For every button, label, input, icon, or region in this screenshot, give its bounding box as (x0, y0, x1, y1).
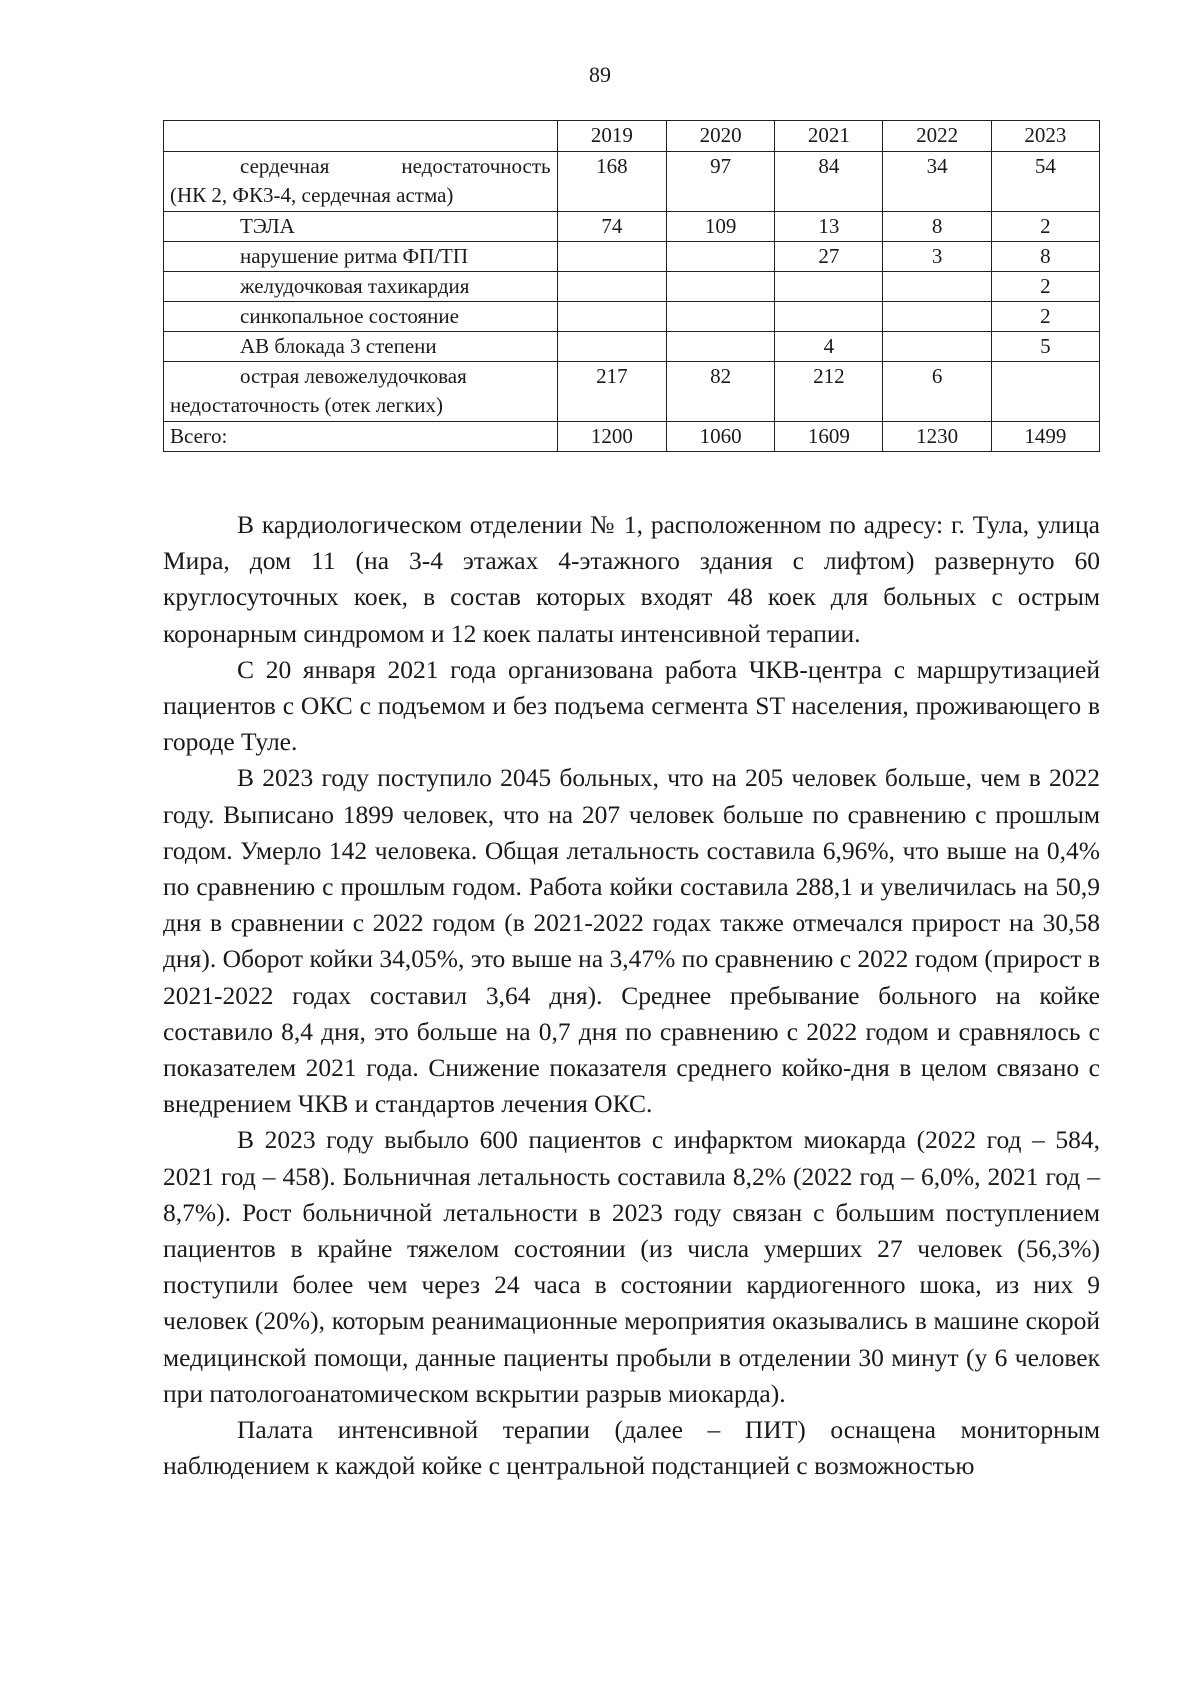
table-cell: 97 (666, 152, 774, 212)
paragraph: Палата интенсивной терапии (далее – ПИТ) оснащена мониторным наблюдением к каждой койке с центральной подстанцией с возможностью (163, 1415, 1100, 1481)
row-label (164, 272, 558, 302)
row-label-line: недостаточность (отек легких) (170, 393, 444, 417)
table-cell (666, 242, 774, 272)
row-label (164, 242, 558, 272)
body-text (163, 507, 1100, 1484)
table-cell: 54 (991, 152, 1099, 212)
table-cell: 8 (991, 242, 1099, 272)
table-header-cell (164, 121, 558, 152)
table-cell: 5 (991, 332, 1099, 362)
table-row (164, 272, 1100, 302)
table-cell: 4 (775, 332, 883, 362)
statistics-table (163, 120, 1100, 452)
table-cell: 2 (991, 302, 1099, 332)
table-cell: 34 (883, 152, 991, 212)
row-label-line: (НК 2, ФК3-4, сердечная астма) (170, 183, 454, 207)
table-cell: 1060 (666, 422, 774, 452)
table-total-row (164, 422, 1100, 452)
table-cell (883, 332, 991, 362)
row-label (164, 152, 558, 212)
table-cell: 3 (883, 242, 991, 272)
row-label: Всего: (164, 422, 558, 452)
table-cell: 212 (775, 362, 883, 422)
table-header-row (164, 121, 1100, 152)
table-cell: 27 (775, 242, 883, 272)
table-cell: 109 (666, 212, 774, 242)
table-header-cell: 2022 (883, 121, 991, 152)
paragraph: В 2023 году выбыло 600 пациентов с инфарктом миокарда (2022 год – 584, 2021 год – 458). Больничная летальность составила 8,2% (2022 год – 6,0%, 2021 год – 8,7%). Рост больничной летальности в 2023 году связан с большим поступлением пациентов в крайне тяжелом состоянии (из числа умерших 27 человек (56,3%) поступили более чем через 24 часа в состоянии кардиогенного шока, из них 9 человек (20%), которым реанимационные мероприятия оказывались в машине скорой медицинской помощи, данные пациенты пробыли в отделении 30 минут (у 6 человек при патологоанатомическом вскрытии разрыв миокарда). (163, 1125, 1100, 1408)
table-cell (883, 302, 991, 332)
page-number: 89 (589, 62, 611, 87)
table-cell: 2 (991, 272, 1099, 302)
table-cell: 6 (883, 362, 991, 422)
table-cell (557, 302, 666, 332)
paragraph: В 2023 году поступило 2045 больных, что на 205 человек больше, чем в 2022 году. Выписано 1899 человек, что на 207 человек больше по сравнению с прошлым годом. Умерло 142 человека. Общая летальность составила 6,96%, что выше на 0,4% по сравнению с прошлым годом. Работа койки составила 288,1 и увеличилась на 50,9 дня в сравнении с 2022 годом (в 2021-2022 годах также отмечался прирост на 30,58 дня). Оборот койки 34,05%, это выше на 3,47% по сравнению с 2022 годом (прирост в 2021-2022 годах составил 3,64 дня). Среднее пребывание больного на койке составило 8,4 дня, это больше на 0,7 дня по сравнению с 2022 годом и сравнялось с показателем 2021 года. Снижение показателя среднего койко-дня в целом связано с внедрением ЧКВ и стандартов лечения ОКС. (163, 763, 1100, 1119)
row-label-line: сердечная недостаточность (240, 154, 551, 178)
table-cell: 1200 (557, 422, 666, 452)
row-label (164, 302, 558, 332)
table-cell (883, 272, 991, 302)
row-label-text: нарушение ритма ФП/ТП (240, 244, 469, 268)
table-cell (666, 302, 774, 332)
paragraph: В кардиологическом отделении № 1, расположенном по адресу: г. Тула, улица Мира, дом 11 (на 3-4 этажах 4-этажного здания с лифтом) развернуто 60 круглосуточных коек, в состав которых входят 48 коек для больных с острым коронарным синдромом и 12 коек палаты интенсивной терапии. (163, 510, 1100, 648)
row-label (164, 362, 558, 422)
row-label-text: желудочковая тахикардия (240, 274, 470, 298)
row-label-text: синкопальное состояние (240, 304, 459, 328)
table-row (164, 242, 1100, 272)
table-row (164, 302, 1100, 332)
table-row (164, 152, 1100, 212)
table-cell (666, 332, 774, 362)
row-label-text: ТЭЛА (240, 214, 295, 238)
table-cell (557, 332, 666, 362)
table-cell: 84 (775, 152, 883, 212)
table-cell: 1609 (775, 422, 883, 452)
table-cell (775, 302, 883, 332)
table-cell: 74 (557, 212, 666, 242)
table-header-cell: 2021 (775, 121, 883, 152)
table-cell: 13 (775, 212, 883, 242)
table-row (164, 212, 1100, 242)
table-cell: 217 (557, 362, 666, 422)
table-row (164, 332, 1100, 362)
table-cell (557, 242, 666, 272)
table-cell (775, 272, 883, 302)
table-cell (666, 272, 774, 302)
row-label (164, 332, 558, 362)
table-cell: 1499 (991, 422, 1099, 452)
table-header-cell: 2019 (557, 121, 666, 152)
table-cell (991, 362, 1099, 422)
row-label-text: АВ блокада 3 степени (240, 334, 437, 358)
table-cell (557, 272, 666, 302)
table-cell: 82 (666, 362, 774, 422)
paragraph: С 20 января 2021 года организована работа ЧКВ-центра с маршрутизацией пациентов с ОКС с подъемом и без подъема сегмента ST населения, проживающего в городе Туле. (163, 654, 1100, 757)
table-header-cell: 2023 (991, 121, 1099, 152)
table-cell: 8 (883, 212, 991, 242)
table-cell: 1230 (883, 422, 991, 452)
table-row (164, 362, 1100, 422)
table-cell: 168 (557, 152, 666, 212)
table-header-cell: 2020 (666, 121, 774, 152)
row-label-line: острая левожелудочковая (240, 364, 467, 388)
table-cell: 2 (991, 212, 1099, 242)
row-label (164, 212, 558, 242)
